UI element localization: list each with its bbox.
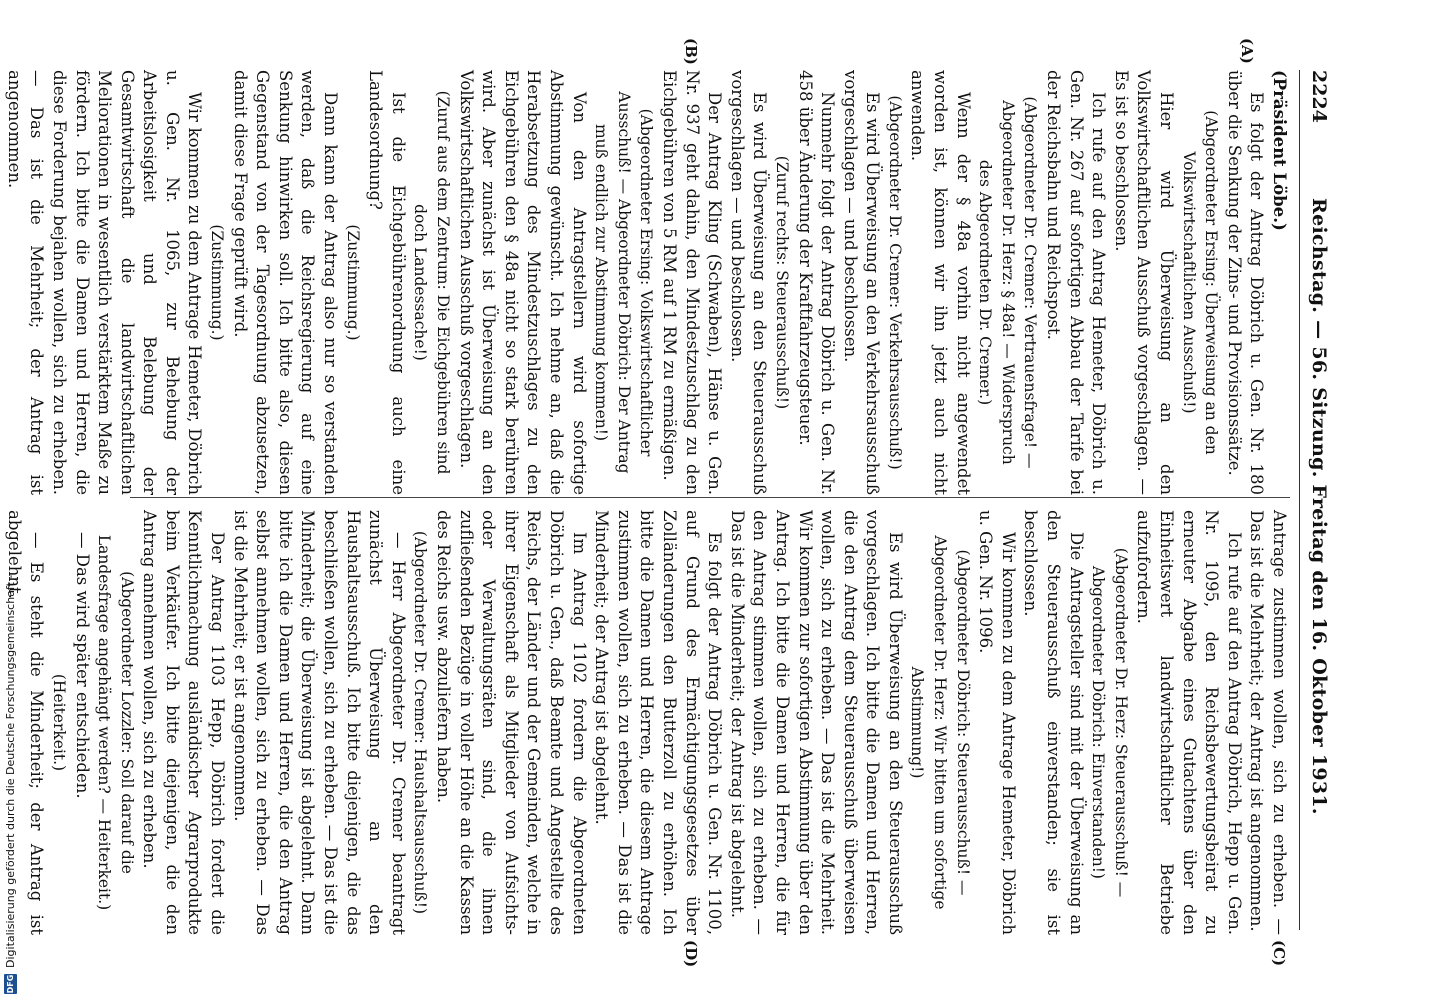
paragraph: Es wird Überweisung an den Verkehrsausschuß vorgeschlagen — und beschlossen. bbox=[840, 70, 883, 495]
paragraph: — Das wird später entschieden. bbox=[72, 532, 92, 799]
interjection: (Zustimmung.) bbox=[208, 224, 227, 341]
paragraph: Antrage zustimmen wollen, sich zu erheben. — Das ist die Mehrheit; der Antrag ist angenommen. bbox=[1247, 510, 1289, 935]
left-column bbox=[0, 70, 1290, 495]
interjection: (Zuruf rechts: Steuerausschuß!) bbox=[772, 155, 791, 410]
paragraph: Es folgt der Antrag Döbrich u. Gen. Nr. 1100, auf Grund des Ermächtigungsgesetzes über Zolländerungen den Butterzoll zu erhöhen. Ich bitte die Damen und Herren, die diesem Antrage zustimmen wollen, sich zu erheben. — Das ist die Minderheit; der Antrag ist abgelehnt. bbox=[592, 510, 725, 935]
digitization-credit bbox=[0, 0, 20, 1000]
page-header bbox=[1302, 70, 1330, 930]
paragraph: Im Antrag 1102 fordern die Abgeordneten Döbrich u. Gen., daß Beamte und Angestellte des Reichs, der Länder und der Gemeinden, welche in ihrer Eigenschaft als Mitglieder von Aufsichts- oder Verwaltungsräten sind, die ihnen zufließenden Bezüge in voller Höhe an die Kassen des Reichs usw. abzuliefern haben. bbox=[434, 510, 589, 935]
paragraph: Nunmehr folgt der Antrag Döbrich u. Gen. Nr. 458 über Änderung der Kraftfahrzeugsteuer. bbox=[795, 70, 838, 495]
paragraph: Wenn der § 48a vorhin nicht angewendet worden ist, können wir ihn jetzt auch nicht anwenden. bbox=[908, 70, 973, 495]
paragraph: Dann kann der Antrag also nur so verstanden werden, daß die Reichsregierung auf eine Senkung hinwirken soll. Ich bitte also, diesen Gegenstand von der Tagesordnung abzusetzen, damit diese Frage geprüft wird. bbox=[230, 70, 341, 495]
paragraph: Es folgt der Antrag Döbrich u. Gen. Nr. 180 über die Senkung der Zins- und Provisionssätze. bbox=[1224, 70, 1267, 495]
margin-marker-b: (B) bbox=[682, 38, 700, 65]
dfg-logo-icon: DFG bbox=[5, 974, 15, 994]
credit-text: Digitalisierung gefördert durch die Deutsche Forschungsgemeinschaft - bbox=[3, 574, 17, 968]
interjection: (Zustimmung.) bbox=[343, 224, 362, 341]
interjection: (Heiterkeit.) bbox=[49, 673, 68, 772]
paragraph: Ich rufe auf den Antrag Hemeter, Döbrich u. Gen. Nr. 267 auf sofortigen Abbau der Tarife bei der Reichsbahn und Reichspost. bbox=[1044, 70, 1109, 495]
interjection: (Abgeordneter Lozzler: Soll darauf die Landesfrage angehängt werden? — Heiterkeit.) bbox=[95, 534, 136, 911]
paragraph: Es wird Überweisung an den Steuerausschuß vorgeschlagen — und beschlossen. bbox=[727, 70, 770, 495]
paragraph: — Es steht die Minderheit; der Antrag ist abgelehnt. bbox=[4, 510, 47, 935]
speaker-label: (Präsident Löbe.) bbox=[1270, 70, 1289, 231]
paragraph: Wir kommen zu dem Antrage Hemeter, Döbrich u. Gen. Nr. 1065, zur Behebung der Arbeitslosigkeit und Belebung der Gesamtwirtschaft die landwirtschaftlichen Meliorationen in wesentlich verstärktem Maße zu fördern. Ich bitte die Damen und Herren, die diese Forderung bejahen wollen, sich zu erheben. — Das ist die Mehrheit; der Antrag ist angenommen. bbox=[4, 70, 205, 495]
paragraph: Wir kommen zu dem Antrage Hemeter, Döbrich u. Gen. Nr. 1096. bbox=[976, 510, 1018, 935]
interjection: (Abgeordneter Dr. Cremer: Vertrauensfrage! — Abgeordneter Dr. Herz: § 48a! — Widerspruch des Abgeordneten Dr. Cremer.) bbox=[976, 96, 1040, 469]
paragraph: Hier wird Überweisung an den Volkswirtschaftlichen Ausschuß vorgeschlagen. — Es ist so beschlossen. bbox=[1111, 70, 1177, 495]
margin-marker-d: (D) bbox=[682, 940, 700, 968]
page-number: 2224 bbox=[1308, 70, 1330, 123]
paragraph: Es wird Überweisung an den Steuerausschuß vorgeschlagen. Ich bitte die Damen und Herren, die den Antrag dem Steuerausschuß überweisen wollen, sich zu erheben. — Das ist die Mehrheit. Wir kommen zur sofortigen Abstimmung über den Antrag. Ich bitte die Damen und Herren, die für den Antrag stimmen wollen, sich zu erheben. — Das ist die Minderheit; der Antrag ist abgelehnt. bbox=[727, 510, 905, 935]
paragraph: Der Antrag 1103 Hepp, Döbrich fordert die Kenntlichmachung ausländischer Agrarprodukte beim Verkäufer. Ich bitte diejenigen, die den Antrag annehmen wollen, sich zu erheben. bbox=[140, 510, 228, 935]
header-rule bbox=[1299, 70, 1300, 930]
paragraph: — Herr Abgeordneter Dr. Cremer beantragt zunächst Überweisung an den Haushaltsausschuß. Ich bitte diejenigen, die das beschließen wollen, sich zu erheben. — Das ist die Minderheit; die Überweisung ist abgelehnt. Dann bitte ich die Damen und Herren, die den Antrag selbst annehmen wollen, sich zu erheben. — Das ist die Mehrheit; er ist angenommen. bbox=[230, 510, 408, 935]
margin-marker-a: (A) bbox=[1238, 38, 1256, 64]
interjection: (Zuruf aus dem Zentrum: Die Eichgebühren sind doch Landessache!) bbox=[411, 90, 453, 475]
paragraph: Ich rufe auf den Antrag Döbrich, Hepp u. Gen. Nr. 1095, den Reichsbewertungsbeirat zu erneuter Abgabe eines Gutachtens über den Einheitswert landwirtschaftlicher Betriebe aufzufordern. bbox=[1134, 510, 1244, 935]
paragraph: Ist die Eichgebührenordnung auch eine Landesordnung? bbox=[366, 70, 408, 495]
column-divider bbox=[130, 497, 1290, 498]
interjection: (Abgeordneter Dr. Cremer: Haushaltsausschuß!) bbox=[411, 530, 430, 915]
interjection: (Abgeordneter Ersing: Volkswirtschaftlicher Ausschuß! — Abgeordneter Döbrich: Der Antrag muß endlich zur Abstimmung kommen!) bbox=[592, 91, 656, 474]
interjection: (Abgeordneter Ersing: Überweisung an den Volkswirtschaftlichen Ausschuß!) bbox=[1179, 110, 1221, 455]
paragraph: Der Antrag Kling (Schwaben), Hänse u. Gen. Nr. 937 geht dahin, den Mindestzuschlag zu den Eichgebühren von 5 RM auf 1 RM zu ermäßigen. bbox=[659, 70, 725, 495]
paragraph: Die Antragsteller sind mit der Überweisung an den Steuerausschuß einverstanden; sie ist beschlossen. bbox=[1021, 510, 1086, 935]
interjection: (Abgeordneter Dr. Herz: Steuerausschuß! — Abgeordneter Döbrich: Einverstanden!) bbox=[1089, 547, 1130, 898]
margin-marker-c: (C) bbox=[1270, 940, 1288, 967]
page-title: Reichstag. — 56. Sitzung. Freitag den 16. Oktober 1931. bbox=[1308, 198, 1330, 815]
interjection: (Abgeordneter Döbrich: Steuerausschuß! — Abgeordneter Dr. Herz: Wir bitten um sofortige Abstimmung!) bbox=[908, 535, 972, 910]
paragraph: Von den Antragstellern wird sofortige Abstimmung gewünscht. Ich nehme an, daß die Herabsetzung des Mindestzuschlages zu den Eichgebühren den § 48a nicht so stark berühren wird. Aber zunächst ist Überweisung an den Volkswirtschaftlichen Ausschuß vorgeschlagen. bbox=[456, 70, 589, 495]
right-column bbox=[0, 510, 1290, 935]
interjection: (Abgeordneter Dr. Cremer: Verkehrsausschuß!) bbox=[885, 95, 904, 470]
